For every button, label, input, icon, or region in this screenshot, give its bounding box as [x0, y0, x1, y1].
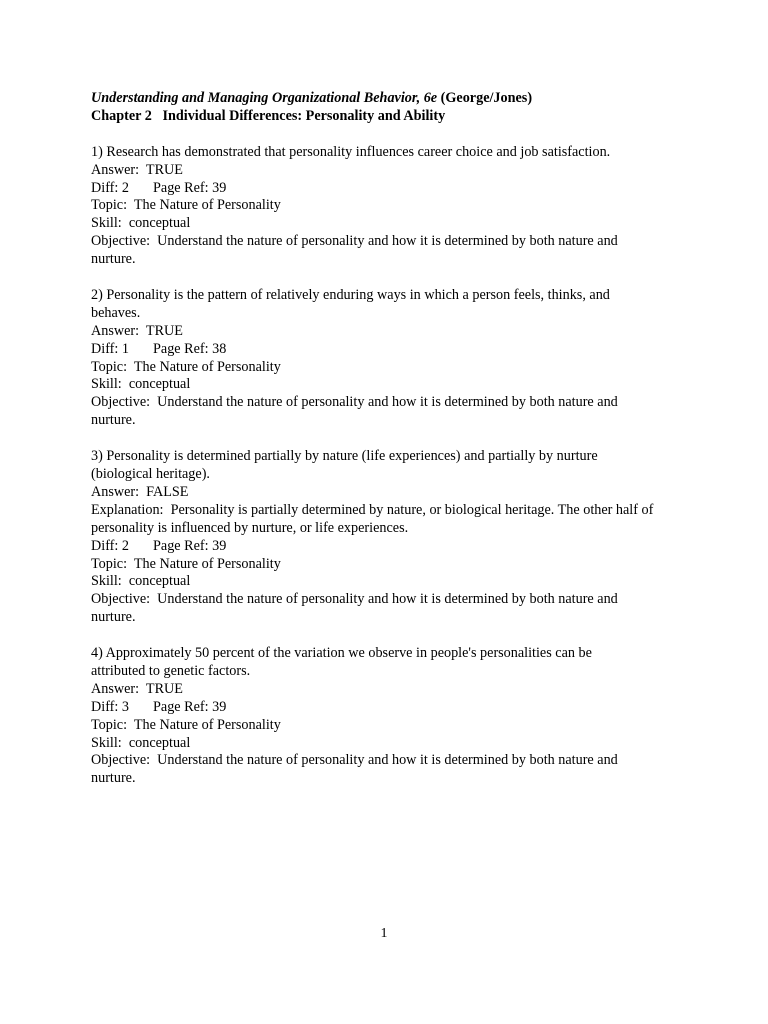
- question-objective: Objective: Understand the nature of personality and how it is determined by both nature and nurture.: [91, 233, 622, 268]
- question-page-ref: Page Ref: 39: [153, 537, 227, 554]
- question-4: [91, 645, 691, 788]
- question-diff-line: [91, 538, 691, 556]
- book-title: Understanding and Managing Organizational Behavior, 6e: [91, 90, 438, 106]
- chapter-heading: Chapter 2 Individual Differences: Personality and Ability: [91, 107, 446, 124]
- question-stem: 1) Research has demonstrated that personality influences career choice and job satisfaction.: [91, 143, 611, 160]
- question-diff: Diff: 1: [91, 340, 129, 357]
- book-authors: (George/Jones): [440, 90, 533, 106]
- question-diff: Diff: 3: [91, 698, 129, 715]
- question-stem: 4) Approximately 50 percent of the variation we observe in people's personalities can be attributed to genetic factors.: [91, 645, 592, 679]
- question-answer: Answer: TRUE: [91, 680, 183, 697]
- question-topic: Topic: The Nature of Personality: [91, 197, 281, 214]
- question-objective: Objective: Understand the nature of personality and how it is determined by both nature and nurture.: [91, 394, 622, 429]
- question-page-ref: Page Ref: 39: [153, 698, 227, 715]
- question-diff-line: [91, 180, 691, 198]
- question-2: [91, 287, 691, 430]
- question-topic: Topic: The Nature of Personality: [91, 716, 281, 733]
- question-diff-line: [91, 699, 691, 717]
- question-page-ref: Page Ref: 38: [153, 340, 227, 357]
- question-topic: Topic: The Nature of Personality: [91, 555, 281, 572]
- question-skill: Skill: conceptual: [91, 573, 191, 590]
- question-diff-line: [91, 341, 691, 359]
- question-skill: Skill: conceptual: [91, 734, 191, 751]
- page-number: 1: [380, 926, 388, 941]
- spacer: [91, 126, 691, 144]
- question-explanation: Explanation: Personality is partially determined by nature, or biological heritage. The other half of personality is influenced by nurture, or life experiences.: [91, 501, 657, 536]
- question-diff: Diff: 2: [91, 179, 129, 196]
- question-skill: Skill: conceptual: [91, 376, 191, 393]
- question-page-ref: Page Ref: 39: [153, 179, 227, 196]
- question-topic: Topic: The Nature of Personality: [91, 358, 281, 375]
- question-stem: 2) Personality is the pattern of relatively enduring ways in which a person feels, thinks, and behaves.: [91, 286, 610, 321]
- question-answer: Answer: FALSE: [91, 483, 189, 500]
- question-answer: Answer: TRUE: [91, 322, 183, 339]
- question-skill: Skill: conceptual: [91, 215, 191, 232]
- question-diff: Diff: 2: [91, 537, 129, 554]
- question-objective: Objective: Understand the nature of personality and how it is determined by both nature and nurture.: [91, 591, 622, 626]
- question-objective: Objective: Understand the nature of personality and how it is determined by both nature and nurture.: [91, 752, 622, 787]
- question-1: [91, 144, 691, 269]
- document-page: [91, 90, 691, 806]
- question-3: [91, 448, 691, 627]
- book-title-line: [91, 90, 691, 108]
- question-stem: 3) Personality is determined partially by nature (life experiences) and partially by nurture (biological heritage).: [91, 448, 598, 482]
- question-answer: Answer: TRUE: [91, 161, 183, 178]
